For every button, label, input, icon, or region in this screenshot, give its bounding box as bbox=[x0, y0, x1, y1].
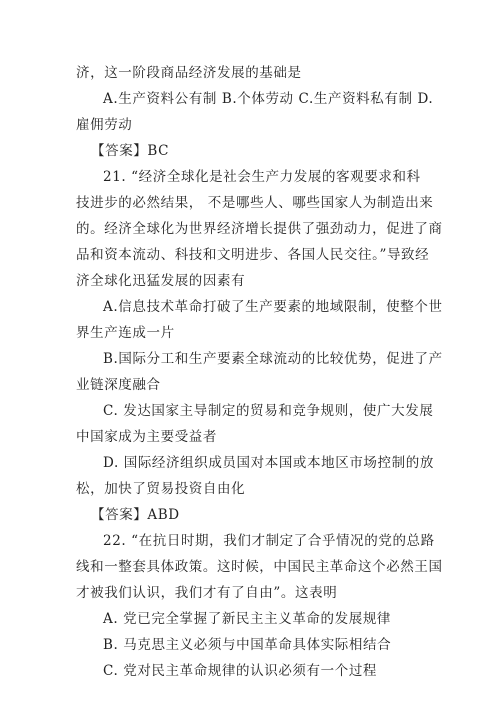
option-c-line: C. 发达国家主导制定的贸易和竞争规则，使广大发展 bbox=[103, 403, 434, 419]
text-line: 雇佣劳动 bbox=[76, 117, 133, 133]
text-line: 中国家成为主要受益者 bbox=[76, 429, 217, 445]
option-c-line: C. 党对民主革命规律的认识必须有一个过程 bbox=[103, 663, 378, 679]
answer-line: 【答案】BC bbox=[91, 143, 170, 159]
text-line: 业链深度融合 bbox=[76, 377, 161, 393]
question-21-line: 21. “经济全球化是社会生产力发展的客观要求和科 bbox=[103, 169, 421, 185]
option-b-line: B. 马克思主义必须与中国革命具体实际相结合 bbox=[103, 637, 392, 653]
option-d-line: D. 国际经济组织成员国对本国或本地区市场控制的放 bbox=[103, 455, 434, 471]
text-line: 松，加快了贸易投资自由化 bbox=[76, 481, 246, 497]
text-line: 技进步的必然结果， 不是哪些人、哪些国家人为制造出来 bbox=[76, 195, 434, 211]
text-line: 界生产连成一片 bbox=[76, 325, 175, 341]
text-line: 的。经济全球化为世界经济增长提供了强劲动力，促进了商 bbox=[76, 221, 443, 237]
text-line: 才被我们认识，我们才有了自由”。这表明 bbox=[76, 585, 338, 601]
text-line: 济，这一阶段商品经济发展的基础是 bbox=[76, 65, 302, 81]
question-options-line: A.生产资料公有制 B.个体劳动 C.生产资料私有制 D. bbox=[103, 91, 434, 107]
question-22-line: 22. “在抗日时期，我们才制定了合乎情况的党的总路 bbox=[103, 533, 435, 549]
text-line: 线和一整套具体政策。这时候，中国民主革命这个必然王国 bbox=[76, 559, 443, 575]
option-a-line: A. 党已完全掌握了新民主主义革命的发展规律 bbox=[103, 611, 392, 627]
text-line: 济全球化迅猛发展的因素有 bbox=[76, 273, 246, 289]
option-a-line: A.信息技术革命打破了生产要素的地域限制，使整个世 bbox=[103, 299, 443, 315]
answer-line: 【答案】ABD bbox=[91, 507, 180, 523]
text-line: 品和资本流动、科技和文明进步、各国人民交往。”导致经 bbox=[76, 247, 430, 263]
option-b-line: B.国际分工和生产要素全球流动的比较优势，促进了产 bbox=[103, 351, 443, 367]
